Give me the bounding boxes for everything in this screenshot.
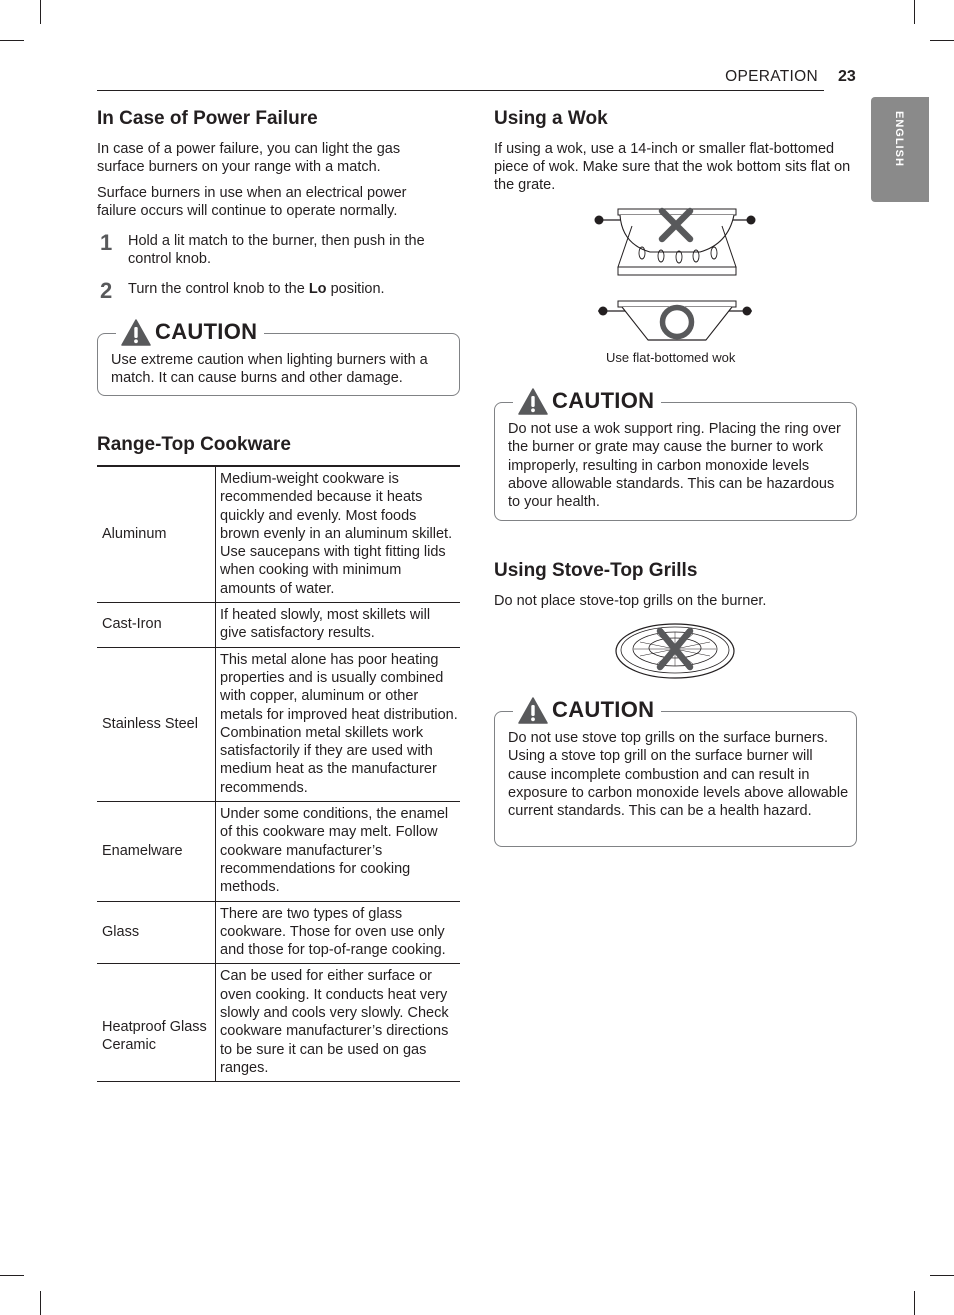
caution-rule <box>670 402 824 403</box>
crop-mark <box>0 40 24 41</box>
language-tab <box>871 97 929 202</box>
cookware-description: This metal alone has poor heating properties and is usually combined with copper, aluminum or other metals for improved heat distribution. Combination metal skillets work satisfactorily if they are used with medium heat as the manufacturer recommends. <box>220 651 458 796</box>
table-row <box>97 603 460 648</box>
crop-mark <box>930 40 954 41</box>
crop-mark <box>40 0 41 24</box>
caution-box-wok <box>494 388 857 521</box>
cookware-material: Glass <box>97 901 216 964</box>
caution-rule <box>273 333 427 334</box>
caution-heading <box>116 318 264 346</box>
crop-mark <box>40 1291 41 1315</box>
cookware-material: Cast-Iron <box>97 603 216 648</box>
cookware-description: Under some conditions, the enamel of this cookware may melt. Follow cookware manufacturer’s recommendations for cooking methods. <box>220 806 449 896</box>
power-failure-paragraph-2: Surface burners in use when an electrical power failure occurs will continue to operate normally. <box>97 185 407 219</box>
step-number: 1 <box>100 230 113 255</box>
page-number: 23 <box>838 68 856 85</box>
caution-text: Do not use a wok support ring. Placing the ring over the burner or grate may cause the burner to work improperly, resulting in carbon monoxide levels above allowable standards. This can be hazardous to your health. <box>508 421 841 511</box>
stove-top-grill-illustration <box>612 620 738 682</box>
cookware-description: There are two types of glass cookware. Those for oven use only and those for top-of-range cooking. <box>220 905 446 959</box>
crop-mark <box>914 0 915 24</box>
caution-label: CAUTION <box>552 388 655 413</box>
crop-mark <box>914 1291 915 1315</box>
grills-title: Using Stove-Top Grills <box>494 560 698 581</box>
cookware-material: Enamelware <box>97 802 216 901</box>
crop-mark <box>930 1275 954 1276</box>
table-row <box>97 901 460 964</box>
step-1-text: Hold a lit match to the burner, then push in the control knob. <box>128 233 425 267</box>
table-row <box>97 466 460 603</box>
cookware-description: Can be used for either surface or oven cooking. It conducts heat very slowly and cools very slowly. Check cookware manufacturer’s directions to be sure it can be used on gas ranges. <box>220 968 449 1076</box>
crop-mark <box>0 1275 24 1276</box>
wok-title: Using a Wok <box>494 108 608 129</box>
flat-bottomed-wok-illustration <box>590 296 760 346</box>
cookware-table <box>97 465 460 1082</box>
power-failure-title: In Case of Power Failure <box>97 108 318 129</box>
header-section-title: OPERATION <box>725 68 818 85</box>
table-row <box>97 647 460 801</box>
caution-label: CAUTION <box>552 697 655 722</box>
caution-rule <box>670 711 824 712</box>
power-failure-paragraph-1: In case of a power failure, you can light the gas surface burners on your range with a match. <box>97 141 401 175</box>
step-2-text-part: Turn the control knob to the <box>128 281 309 297</box>
caution-heading <box>513 387 661 415</box>
table-row <box>97 802 460 901</box>
wok-figure-caption: Use flat-bottomed wok <box>606 350 736 365</box>
wok-text: If using a wok, use a 14-inch or smaller flat-bottomed piece of wok. Make sure that the wok bottom sits flat on the grate. <box>494 141 851 193</box>
step-2-text <box>128 280 458 298</box>
warning-triangle-icon <box>518 697 548 724</box>
step-number: 2 <box>100 278 113 303</box>
cookware-material: Stainless Steel <box>97 647 216 801</box>
caution-text: Do not use stove top grills on the surface burners. Using a stove top grill on the surface burner will cause incomplete combustion and can result in exposure to carbon monoxide levels above allowable current standards. This can be a health hazard. <box>508 730 849 820</box>
step-2-text-part: position. <box>326 281 385 297</box>
page-header <box>97 66 824 91</box>
caution-label: CAUTION <box>155 319 258 344</box>
round-wok-on-grate-illustration <box>590 204 760 279</box>
cookware-title: Range-Top Cookware <box>97 434 291 455</box>
caution-box-grills <box>494 697 857 847</box>
cookware-material: Heatproof Glass Ceramic <box>97 964 216 1082</box>
cookware-description: If heated slowly, most skillets will give satisfactory results. <box>220 607 431 642</box>
caution-heading <box>513 696 661 724</box>
warning-triangle-icon <box>121 319 151 346</box>
table-row <box>97 964 460 1082</box>
cookware-description: Medium-weight cookware is recommended because it heats quickly and evenly. Most foods brown evenly in an aluminum skillet. Use saucepans with tight fitting lids when cooking with minimum amounts of water. <box>220 471 453 597</box>
cookware-material: Aluminum <box>97 466 216 603</box>
caution-text: Use extreme caution when lighting burners with a match. It can cause burns and other damage. <box>111 352 428 387</box>
language-tab-label: ENGLISH <box>893 111 905 167</box>
warning-triangle-icon <box>518 388 548 415</box>
caution-box-power <box>97 319 460 396</box>
grills-text: Do not place stove-top grills on the burner. <box>494 593 767 609</box>
step-2-lo-setting: Lo <box>308 281 327 297</box>
